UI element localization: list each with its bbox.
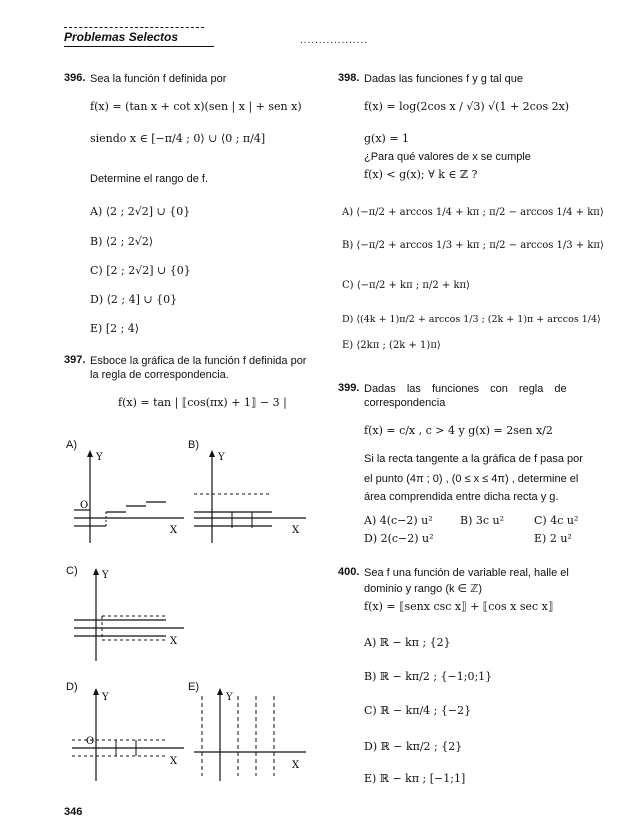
problem-398-option-b: B) ⟨−π/2 + arccos 1/3 + kπ ; π/2 − arccos 1/3 + kπ⟩ <box>342 240 604 251</box>
problem-400-option-d: D) ℝ − kπ/2 ; {2} <box>364 740 463 753</box>
problem-399-statement-2: correspondencia <box>364 397 446 409</box>
problem-397-formula: f(x) = tan | ⟦cos(πx) + 1⟧ − 3 | <box>118 396 287 409</box>
problem-396-number: 396. <box>64 72 86 84</box>
page-number: 346 <box>64 806 83 818</box>
graph-d-x-label: X <box>170 756 178 767</box>
problem-399-statement-4: el punto (4π ; 0) , (0 ≤ x ≤ 4π) , determine el <box>364 473 579 485</box>
problem-398-statement: Dadas las funciones f y g tal que <box>364 73 523 85</box>
problem-399-number: 399. <box>338 382 360 394</box>
graph-e-label: E) <box>188 681 199 693</box>
graph-a-x-label: X <box>170 525 178 536</box>
problem-398-option-a: A) ⟨−π/2 + arccos 1/4 + kπ ; π/2 − arccos 1/4 + kπ⟩ <box>342 207 604 218</box>
problem-398-question-2: f(x) < g(x); ∀ k ∈ ℤ ? <box>364 168 478 181</box>
problem-400-option-c: C) ℝ − kπ/4 ; {−2} <box>364 704 472 717</box>
problem-396-option-e: E) [2 ; 4⟩ <box>90 322 140 335</box>
problem-399-statement-5: área comprendida entre dicha recta y g. <box>364 491 559 503</box>
problem-398-question-1: ¿Para qué valores de x se cumple <box>364 151 531 163</box>
graph-a-origin-label: O <box>80 500 89 511</box>
graph-e <box>188 686 308 786</box>
problem-396-option-c: C) [2 ; 2√2] ∪ {0} <box>90 264 191 277</box>
problem-396-option-b: B) ⟨2 ; 2√2⟩ <box>90 235 154 248</box>
problem-396-domain: siendo x ∈ [−π/4 ; 0⟩ ∪ ⟨0 ; π/4] <box>90 132 266 145</box>
graph-c-label: C) <box>66 565 78 577</box>
header-dash-decoration <box>64 27 204 28</box>
graph-c <box>66 566 186 666</box>
problem-396-formula: f(x) = (tan x + cot x)(sen | x | + sen x) <box>90 100 302 113</box>
problem-400-option-b: B) ℝ − kπ/2 ; {−1;0;1} <box>364 670 493 683</box>
graph-c-x-label: X <box>170 636 178 647</box>
graph-a <box>66 448 186 548</box>
problem-397-statement-1: Esboce la gráfica de la función f definida por <box>90 355 307 367</box>
header-title: Problemas Selectos <box>64 30 179 44</box>
problem-397-statement-2: la regla de correspondencia. <box>90 369 229 381</box>
graph-e-y-label: Y <box>226 692 233 703</box>
problem-399-option-d: D) 2(c−2) u² <box>364 532 434 545</box>
problem-396-option-d: D) ⟨2 ; 4] ∪ {0} <box>90 293 178 306</box>
problem-399-option-e: E) 2 u² <box>534 532 572 545</box>
problem-398-option-d: D) ⟨(4k + 1)π/2 + arccos 1/3 ; (2k + 1)π + arccos 1/4⟩ <box>342 314 601 325</box>
problem-398-f-formula: f(x) = log(2cos x / √3) √(1 + 2cos 2x) <box>364 100 570 113</box>
problem-400-option-a: A) ℝ − kπ ; {2} <box>364 636 451 649</box>
graph-b-label: B) <box>188 439 199 451</box>
problem-399-option-c: C) 4c u² <box>534 514 579 527</box>
problem-399-statement-1: Dadas las funciones con regla de <box>364 383 567 395</box>
problem-400-number: 400. <box>338 566 360 578</box>
problem-399-option-a: A) 4(c−2) u² <box>364 514 433 527</box>
graph-b <box>188 448 308 548</box>
graph-a-label: A) <box>66 439 77 451</box>
problem-400-option-e: E) ℝ − kπ ; [−1;1] <box>364 772 466 785</box>
problem-396-statement: Sea la función f definida por <box>90 73 227 85</box>
problem-397-number: 397. <box>64 354 86 366</box>
graph-e-x-label: X <box>292 760 300 771</box>
problem-400-formula: f(x) = ⟦senx csc x⟧ + ⟦cos x sec x⟧ <box>364 600 554 613</box>
problem-400-statement-2: dominio y rango (k ∈ ℤ) <box>364 583 483 595</box>
problem-396-question: Determine el rango de f. <box>90 173 209 185</box>
graph-b-x-label: X <box>292 525 300 536</box>
problem-400-statement-1: Sea f una función de variable real, halle el <box>364 567 569 579</box>
graph-d-origin-label: O <box>86 736 95 747</box>
problem-399-formula: f(x) = c/x , c > 4 y g(x) = 2sen x/2 <box>364 424 553 437</box>
problem-398-option-c: C) ⟨−π/2 + kπ ; π/2 + kπ⟩ <box>342 280 470 291</box>
problem-399-option-b: B) 3c u² <box>460 514 505 527</box>
graph-a-y-label: Y <box>96 452 103 463</box>
problem-398-g-formula: g(x) = 1 <box>364 132 410 145</box>
header-dots: .................. <box>300 35 369 46</box>
graph-d <box>66 686 186 786</box>
graph-d-y-label: Y <box>102 692 109 703</box>
problem-399-statement-3: Si la recta tangente a la gráfica de f pasa por <box>364 453 583 465</box>
problem-398-number: 398. <box>338 72 360 84</box>
header-underline <box>64 46 214 47</box>
graph-d-label: D) <box>66 681 78 693</box>
problem-396-option-a: A) ⟨2 ; 2√2] ∪ {0} <box>90 205 191 218</box>
problem-398-option-e: E) ⟨2kπ ; (2k + 1)π⟩ <box>342 340 441 351</box>
graph-c-y-label: Y <box>102 570 109 581</box>
graph-b-y-label: Y <box>218 452 225 463</box>
